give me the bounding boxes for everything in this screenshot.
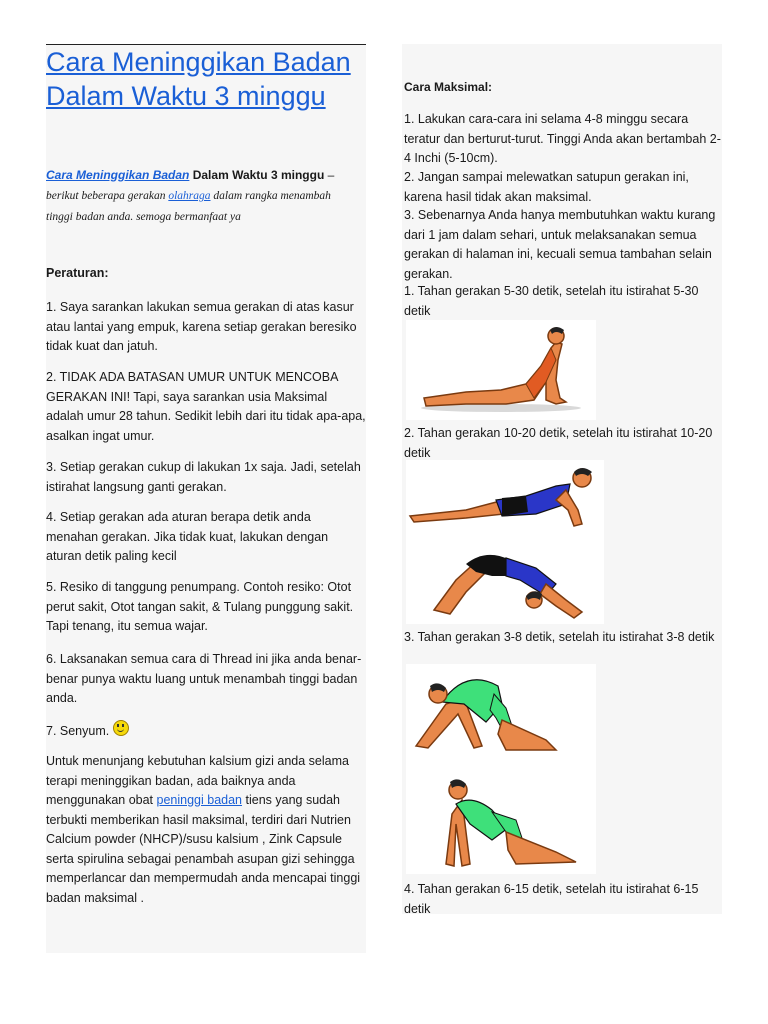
rule-1: 1. Saya sarankan lakukan semua gerakan di atas kasur atau lantai yang empuk, karena setiap gerakan beresiko tidak kuat dan jatuh. (46, 300, 357, 353)
olahraga-link[interactable]: olahraga (168, 190, 211, 202)
max-heading: Cara Maksimal: (404, 80, 493, 94)
rule-7 (46, 720, 366, 742)
rule-3: 3. Setiap gerakan cukup di lakukan 1x saja. Jadi, setelah istirahat langsung ganti gerakan. (46, 460, 361, 494)
intro-dash: – (324, 168, 335, 182)
intro-paragraph (46, 165, 356, 227)
cat-cow-pose-illustration (406, 664, 596, 874)
article-title-link[interactable]: Cara Meninggikan Badan Dalam Waktu 3 minggu (46, 47, 351, 111)
intro-italic (46, 190, 331, 223)
max-point-2: 2. Jangan sampai melewatkan satupun gerakan ini, karena hasil tidak akan maksimal. (404, 170, 689, 204)
closing-post: tiens yang sudah terbukti memberikan hasil maksimal, terdiri dari Nutrien Calcium powder (NHCP)/susu kalsium , Zink Capsule serta spirulina sebagai penambah asupan gizi sehingga memperlancar dan mempermudah anda mencapai tinggi badan maksimal . (46, 793, 361, 905)
max-point-3: 3. Sebenarnya Anda hanya membutuhkan waktu kurang dari 1 jam dalam sehari, untuk melaksanakan semua gerakan di halaman ini, kecuali semua tambahan selain gerakan. (404, 208, 716, 281)
right-column (402, 44, 722, 914)
intro-bold: Dalam Waktu 3 minggu (192, 168, 325, 182)
closing-pre: Untuk menunjang kebutuhan kalsium gizi anda selama terapi meninggikan badan, ada baiknya anda menggunakan obat (46, 754, 349, 807)
intro-italic-post: dalam rangka menambah tinggi badan anda. semoga bermanfaat ya (46, 190, 331, 223)
cat-cow-figure (406, 664, 596, 874)
max-point-1: 1. Lakukan cara-cara ini selama 4-8 minggu secara teratur dan berturut-turut. Tinggi Anda akan bertambah 2-4 Inchi (5-10cm). (404, 112, 721, 165)
rule-2: 2. TIDAK ADA BATASAN UMUR UNTUK MENCOBA GERAKAN INI! Tapi, saya sarankan usia Maksimal adalah umur 28 tahun. Sedikit lebih dari itu tidak apa-apa, asalkan ingat umur. (46, 370, 366, 443)
left-column (46, 44, 366, 953)
cobra-pose-figure (406, 320, 596, 420)
intro-italic-pre: berikut beberapa gerakan (46, 190, 169, 202)
move-3-caption: 3. Tahan gerakan 3-8 detik, setelah itu istirahat 3-8 detik (404, 630, 715, 644)
intro-link[interactable]: Cara Meninggikan Badan (46, 168, 190, 182)
closing-paragraph (46, 752, 366, 908)
peninggi-badan-link[interactable]: peninggi badan (156, 793, 243, 807)
rule-6: 6. Laksanakan semua cara di Thread ini jika anda benar-benar punya waktu luang untuk menambah tinggi badan anda. (46, 652, 362, 705)
move-2-caption: 2. Tahan gerakan 10-20 detik, setelah itu istirahat 10-20 detik (404, 426, 713, 460)
smiley-icon (113, 720, 129, 736)
rule-4: 4. Setiap gerakan ada aturan berapa detik anda menahan gerakan. Jika tidak kuat, lakukan dengan aturan detik paling kecil (46, 510, 329, 563)
cobra-pose-illustration (406, 320, 596, 420)
move-1-caption: 1. Tahan gerakan 5-30 detik, setelah itu istirahat 5-30 detik (404, 284, 699, 318)
rule-7-text: 7. Senyum. (46, 724, 110, 738)
rules-heading: Peraturan: (46, 266, 109, 280)
upward-downward-dog-illustration (406, 460, 604, 624)
rule-5: 5. Resiko di tanggung penumpang. Contoh resiko: Otot perut sakit, Otot tangan sakit, & Tulang punggung sakit. Tapi tenang, itu semua wajar. (46, 580, 354, 633)
dog-poses-figure (406, 460, 604, 624)
move-4-caption: 4. Tahan gerakan 6-15 detik, setelah itu istirahat 6-15 detik (404, 882, 699, 916)
